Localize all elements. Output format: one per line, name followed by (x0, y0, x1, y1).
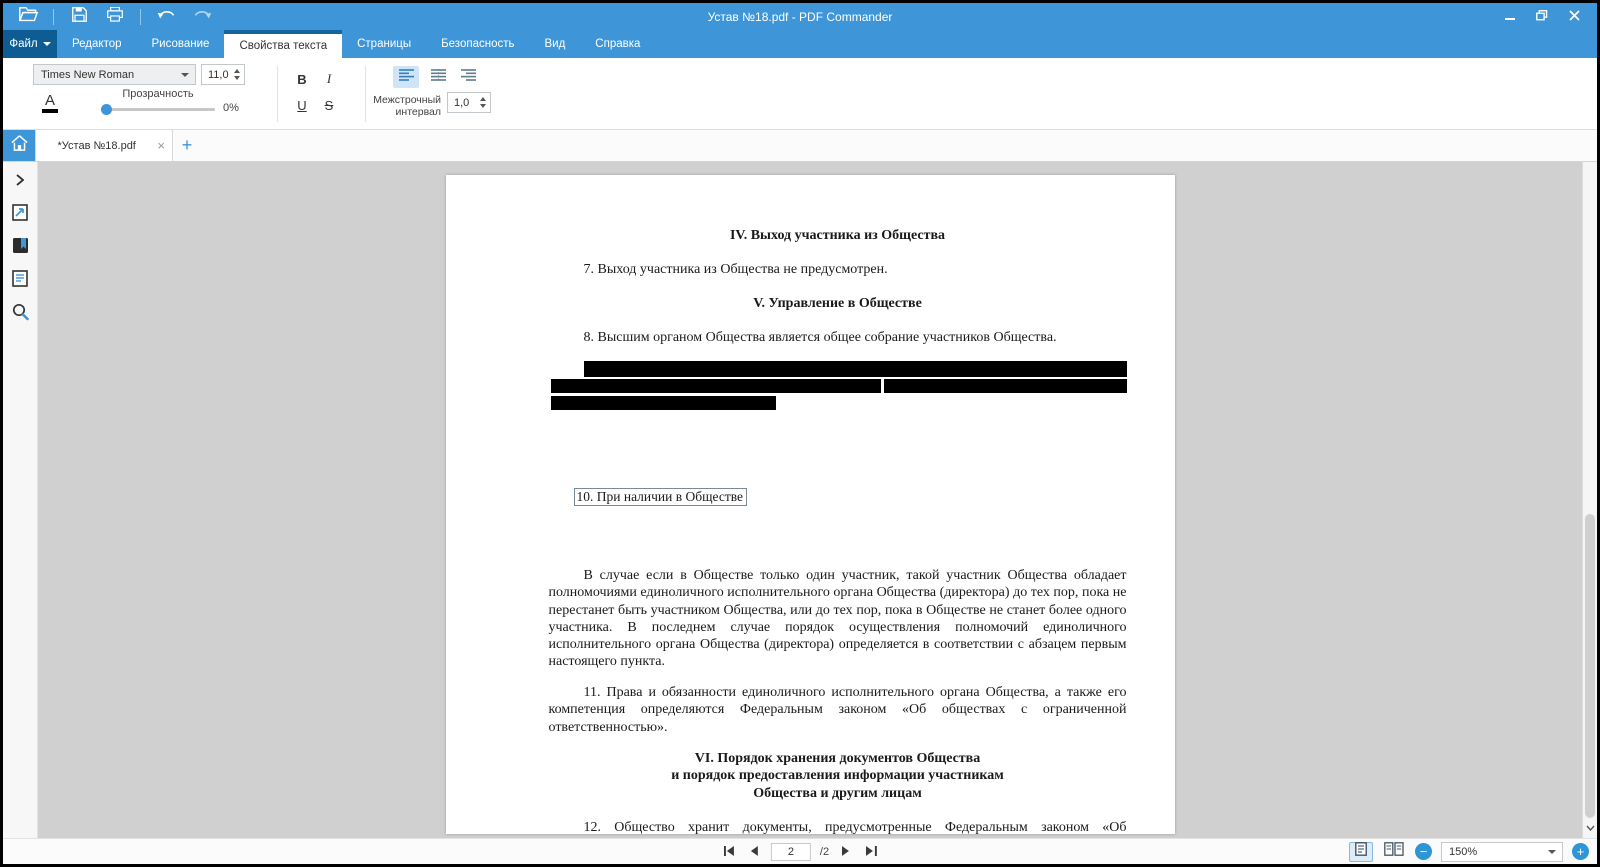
quick-access-toolbar (3, 3, 213, 30)
zoom-controls (1349, 842, 1589, 862)
redo-icon (193, 8, 212, 26)
file-menu-label: Файл (9, 38, 38, 50)
tab-drawing[interactable]: Рисование (151, 38, 210, 50)
zoom-in-button[interactable] (1572, 843, 1589, 860)
zoom-level-select[interactable] (1441, 842, 1563, 862)
page-navigation (721, 843, 879, 861)
document-tab-bar (3, 130, 1597, 162)
close-button[interactable] (1561, 6, 1587, 28)
annotations-button[interactable] (6, 267, 34, 295)
restore-icon (1536, 8, 1548, 26)
font-color-swatch (42, 109, 58, 113)
paragraph-11: 11. Права и обязанности единоличного исполнительного органа Общества, а также его компетенция определяются Федеральным законом «Об обществах с ограниченной ответственностью». (548, 685, 1127, 735)
ribbon-separator (365, 66, 366, 122)
main-area (3, 162, 1597, 838)
chevron-down-icon (1586, 818, 1595, 836)
font-size-spinner[interactable] (201, 64, 245, 85)
page-number-input[interactable] (771, 843, 811, 861)
font-family-select[interactable] (33, 64, 196, 85)
bookmarks-icon (12, 237, 29, 259)
open-file-button[interactable] (17, 6, 39, 28)
scroll-down-button[interactable] (1583, 818, 1597, 836)
previous-page-icon (750, 843, 758, 861)
restore-button[interactable] (1529, 6, 1555, 28)
text-edit-box[interactable] (574, 488, 747, 506)
single-page-view-button[interactable] (1349, 842, 1373, 862)
chevron-down-icon (43, 42, 51, 46)
close-tab-icon[interactable]: × (157, 138, 165, 153)
page-thumbnails-button[interactable] (6, 201, 34, 229)
section-heading-iv: IV. Выход участника из Общества (729, 228, 946, 243)
spin-up-icon (234, 69, 240, 73)
annotations-icon (12, 270, 28, 292)
menu-bar (3, 30, 1597, 58)
save-icon (72, 7, 87, 27)
font-size-value: 11,0 (208, 68, 229, 81)
window-title: Устав №18.pdf - PDF Commander (707, 9, 893, 24)
redo-button[interactable] (191, 6, 213, 28)
paragraph-12-clipped: 12. Общество хранит документы, предусмотренные Федеральным законом «Об (583, 820, 1127, 834)
two-page-view-icon (1384, 842, 1404, 861)
pdf-page[interactable] (446, 175, 1175, 834)
align-right-button[interactable] (455, 66, 481, 88)
expand-panel-button[interactable] (6, 168, 34, 196)
line-spacing-spinner[interactable] (447, 92, 491, 113)
tab-view[interactable]: Вид (544, 38, 566, 50)
first-page-icon (723, 843, 734, 861)
next-page-icon (842, 843, 850, 861)
zoom-out-button[interactable] (1415, 843, 1432, 860)
minimize-button[interactable] (1497, 6, 1523, 28)
tab-help[interactable]: Справка (595, 38, 641, 50)
previous-page-button[interactable] (746, 844, 762, 860)
file-menu-button[interactable] (3, 30, 57, 58)
home-icon (11, 135, 28, 156)
vertical-scrollbar[interactable] (1582, 162, 1597, 838)
transparency-value: 0% (223, 102, 239, 114)
transparency-label: Прозрачность (122, 88, 194, 100)
spinner-arrows[interactable] (230, 65, 244, 84)
chevron-right-icon (16, 173, 24, 191)
window-controls (1497, 3, 1597, 30)
scrollbar-thumb[interactable] (1585, 514, 1595, 818)
print-button[interactable] (104, 6, 126, 28)
align-justify-icon (431, 68, 446, 86)
folder-open-icon (19, 7, 38, 27)
tab-security[interactable]: Безопасность (441, 38, 515, 50)
spin-up-icon (480, 97, 486, 101)
redaction-bar (884, 379, 1127, 393)
printer-icon (107, 7, 123, 27)
bold-button[interactable]: B (297, 71, 307, 87)
minimize-icon (1505, 8, 1516, 26)
spin-down-icon (234, 76, 240, 80)
two-page-view-button[interactable] (1382, 842, 1406, 862)
bookmarks-button[interactable] (6, 234, 34, 262)
font-color-letter: A (44, 92, 55, 109)
align-right-icon (461, 68, 476, 86)
underline-button[interactable]: U (297, 97, 307, 113)
transparency-slider-thumb[interactable] (101, 104, 112, 115)
line-spacing-label: Межстрочный интервал (373, 94, 441, 118)
paragraph-8: 8. Высшим органом Общества является общее собрание участников Общества. (583, 330, 1057, 345)
page-total-label: /2 (819, 845, 830, 858)
status-bar (3, 838, 1597, 864)
paragraph-10: В случае если в Обществе только один участник, такой участник Общества обладает полномочиями единоличного исполнительного органа Общества (директора) до тех пор, пока не перестанет быть участником Общества, или до тех пор, пока в Обществе не станет более одного участника. В последнем случае порядок осуществления полномочий единоличного исполнительного органа Общества (директора) определяется в соответствии с абзацем первым настоящего пункта. (548, 568, 1127, 670)
spin-down-icon (480, 104, 486, 108)
align-left-button[interactable] (393, 66, 419, 88)
minus-icon: − (1419, 844, 1428, 859)
redaction-bar (584, 361, 1127, 377)
strikethrough-button[interactable]: S (324, 97, 334, 113)
font-color-button[interactable] (39, 92, 61, 118)
paragraph-7: 7. Выход участника из Общества не предусмотрен. (583, 262, 888, 277)
undo-icon (157, 8, 176, 26)
close-icon (1569, 8, 1580, 26)
tab-text-properties[interactable]: Свойства текста (224, 30, 342, 58)
next-page-button[interactable] (838, 844, 854, 860)
toolbar-separator (53, 9, 54, 25)
title-bar (3, 3, 1597, 30)
section-heading-v: V. Управление в Обществе (753, 296, 922, 311)
document-viewport[interactable] (38, 162, 1582, 838)
document-tab[interactable] (35, 130, 173, 161)
page-thumbnails-icon (12, 204, 28, 226)
chevron-down-icon (181, 73, 189, 77)
save-button[interactable] (68, 6, 90, 28)
tab-pages[interactable]: Страницы (357, 38, 412, 50)
transparency-slider[interactable] (103, 108, 215, 111)
redaction-bar (551, 396, 776, 410)
text-properties-ribbon (3, 58, 1597, 130)
search-button[interactable] (6, 300, 34, 328)
text-edit-box-content: 10. При наличии в Обществе (576, 489, 744, 504)
section-heading-vi: VI. Порядок хранения документов Общества и порядок предоставления информации участникам Общества и другим лицам (671, 751, 1004, 801)
align-justify-button[interactable] (425, 66, 451, 88)
search-icon (12, 303, 29, 326)
line-spacing-value: 1,0 (454, 96, 470, 109)
home-button[interactable] (3, 130, 35, 161)
zoom-level-value: 150% (1449, 845, 1478, 858)
chevron-down-icon (1548, 850, 1556, 854)
font-family-value: Times New Roman (41, 68, 135, 81)
ribbon-separator (277, 66, 278, 122)
align-left-icon (399, 68, 414, 86)
plus-icon: + (1576, 844, 1585, 859)
tab-editor[interactable]: Редактор (72, 38, 122, 50)
spinner-arrows[interactable] (476, 93, 490, 112)
last-page-button[interactable] (863, 844, 879, 860)
redaction-bar (551, 379, 881, 393)
left-sidebar (3, 162, 38, 838)
document-tab-label: *Устав №18.pdf (57, 139, 136, 152)
first-page-button[interactable] (721, 844, 737, 860)
italic-button[interactable]: I (326, 71, 332, 86)
toolbar-separator (140, 9, 141, 25)
single-page-view-icon (1355, 842, 1367, 861)
new-tab-button[interactable]: + (181, 135, 193, 155)
undo-button[interactable] (155, 6, 177, 28)
last-page-icon (866, 843, 877, 861)
